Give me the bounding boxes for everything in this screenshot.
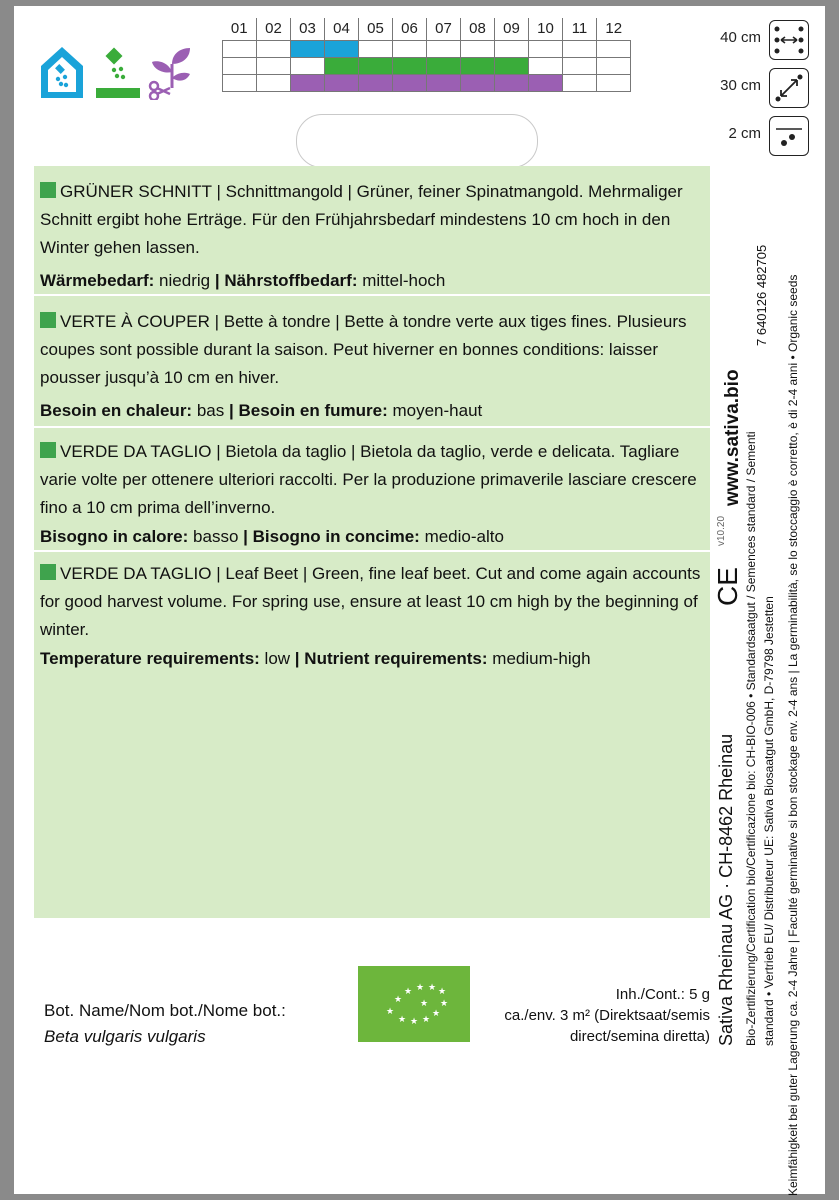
section-it: VERDE DA TAGLIO | Bietola da taglio | Bietola da taglio, verde e delicata. Tagliare varie volte per ottenere ulteriori raccolti. Per la produzione primaverile lasciare crescere fino a 10 cm prima dell’inverno. Bisogno in calore: basso | Bisogno in concime: medio-alto	[40, 442, 697, 546]
green-square-icon	[40, 442, 56, 458]
website: www.sativa.bio	[722, 369, 743, 506]
calendar-cell	[223, 75, 257, 92]
green-square-icon	[40, 182, 56, 198]
botanical-name: Bot. Name/Nom bot./Nome bot.: Beta vulgaris vulgaris	[44, 1001, 286, 1046]
calendar-cell	[291, 41, 325, 58]
section-fr: VERTE À COUPER | Bette à tondre | Bette à tondre verte aux tiges fines. Plusieurs coupes sont possible durant la saison. Peut hiverner en bonnes conditions: laisser pousser jusqu’à 10 cm en hiver. Besoin en chaleur: bas | Besoin en fumure: moyen-haut	[40, 312, 687, 420]
calendar-cell	[563, 58, 597, 75]
svg-text:★: ★	[422, 1015, 431, 1025]
direct-sowing-icon	[94, 44, 142, 100]
calendar-cell	[529, 75, 563, 92]
plant-spacing-value: 30 cm	[720, 77, 761, 94]
green-square-icon	[40, 312, 56, 328]
calendar-cell	[529, 58, 563, 75]
section-de: GRÜNER SCHNITT | Schnittmangold | Grüner, feiner Spinatmangold. Mehrmaliger Schnitt ergibt hohe Erträge. Für den Frühjahrsbedarf mindestens 10 cm hoch in den Winter gehen lassen. Wärmebedarf: niedrig | Nährstoffbedarf: mittel-hoch	[40, 182, 683, 290]
calendar-cell	[563, 41, 597, 58]
calendar-cell	[359, 75, 393, 92]
sowing-calendar	[222, 18, 631, 92]
svg-text:★: ★	[394, 995, 403, 1005]
svg-text:★: ★	[386, 1007, 395, 1017]
calendar-row-sowing-indoor	[223, 41, 631, 58]
harvest-scissors-icon	[146, 44, 194, 100]
svg-text:★: ★	[410, 1017, 419, 1027]
calendar-cell	[257, 58, 291, 75]
hanger-hole	[296, 114, 538, 168]
calendar-cell	[257, 75, 291, 92]
calendar-cell	[257, 41, 291, 58]
month-label: 10	[529, 18, 563, 41]
calendar-cell	[359, 41, 393, 58]
calendar-cell	[563, 75, 597, 92]
eu-organic-logo	[358, 966, 470, 1042]
month-label: 09	[495, 18, 529, 41]
calendar-cell	[597, 58, 631, 75]
row-spacing-icon	[769, 20, 809, 60]
month-label: 02	[257, 18, 291, 41]
calendar-cell	[495, 41, 529, 58]
calendar-cell	[325, 58, 359, 75]
calendar-cell	[495, 58, 529, 75]
calendar-cell	[427, 58, 461, 75]
calendar-row-harvest	[223, 75, 631, 92]
calendar-row-sowing-outdoor	[223, 58, 631, 75]
month-label: 01	[230, 20, 248, 37]
svg-text:★: ★	[432, 1009, 441, 1019]
month-label: 03	[291, 18, 325, 41]
svg-text:★: ★	[416, 983, 425, 993]
svg-text:★: ★	[428, 983, 437, 993]
month-label: 04	[325, 18, 359, 41]
germination-text: Keimfähigkeit bei guter Lagerung ca. 2-4 Jahre | Faculté germinative si bon stockage env. 2-4 ans | La germinabilità, se lo stoccaggio è corretto, è di 2-4 anni • Organic seeds	[786, 274, 800, 1196]
calendar-cell	[359, 58, 393, 75]
calendar-cell	[461, 58, 495, 75]
calendar-cell	[597, 41, 631, 58]
calendar-cell	[461, 41, 495, 58]
month-label: 08	[461, 18, 495, 41]
calendar-cell	[597, 75, 631, 92]
description-panel	[34, 166, 710, 918]
svg-text:★: ★	[440, 999, 449, 1009]
svg-text:★: ★	[420, 999, 429, 1009]
calendar-cell	[495, 75, 529, 92]
row-spacing-value: 40 cm	[720, 29, 761, 46]
calendar-cell	[427, 41, 461, 58]
divider	[34, 550, 710, 552]
calendar-cell	[291, 75, 325, 92]
section-en: VERDE DA TAGLIO | Leaf Beet | Green, fine leaf beet. Cut and come again accounts for good harvest volume. For spring use, ensure at least 10 cm high by the beginning of winter. Temperature requirements: low | Nutrient requirements: medium-high	[40, 564, 701, 668]
plant-spacing	[663, 68, 813, 106]
company-address: Sativa Rheinau AG · CH-8462 Rheinau	[716, 733, 736, 1046]
calendar-cell	[291, 58, 325, 75]
svg-text:★: ★	[398, 1015, 407, 1025]
calendar-cell	[393, 75, 427, 92]
greenhouse-sowing-icon	[38, 44, 86, 100]
month-label: 06	[393, 18, 427, 41]
month-label: 05	[359, 18, 393, 41]
version: v10.20	[716, 515, 727, 546]
calendar-cell	[529, 41, 563, 58]
distributor-text: standard • Vertrieb EU/ Distributeur UE: Sativa Biosaatgut GmbH, D-79798 Jestetten	[762, 596, 776, 1046]
certification-text: Bio-Zertifizierung/Certification bio/Certificazione bio: CH-BIO-006 • Standardsaatgut / Semences standard / Sementi	[744, 431, 758, 1046]
calendar-cell	[325, 75, 359, 92]
month-label: 07	[427, 18, 461, 41]
svg-text:★: ★	[404, 987, 413, 997]
calendar-cell	[427, 75, 461, 92]
month-label: 11	[563, 18, 597, 41]
calendar-cell	[223, 58, 257, 75]
ce-mark: CE	[712, 567, 743, 606]
calendar-cell	[393, 41, 427, 58]
row-spacing	[663, 20, 813, 58]
divider	[34, 294, 710, 296]
month-label: 12	[597, 18, 631, 41]
calendar-cell	[393, 58, 427, 75]
calendar-cell	[223, 41, 257, 58]
seed-packet-back	[14, 6, 825, 1194]
barcode-number: 7 640126 482705	[754, 244, 769, 346]
sowing-depth	[663, 116, 813, 154]
sowing-depth-icon	[769, 116, 809, 156]
calendar-cell	[461, 75, 495, 92]
plant-spacing-icon	[769, 68, 809, 108]
calendar-cell	[325, 41, 359, 58]
divider	[34, 426, 710, 428]
contents-info: Inh./Cont.: 5 g ca./env. 3 m² (Direktsaat/semis direct/semina diretta)	[504, 986, 710, 1045]
green-square-icon	[40, 564, 56, 580]
svg-text:★: ★	[438, 987, 447, 997]
sowing-depth-value: 2 cm	[728, 125, 761, 142]
